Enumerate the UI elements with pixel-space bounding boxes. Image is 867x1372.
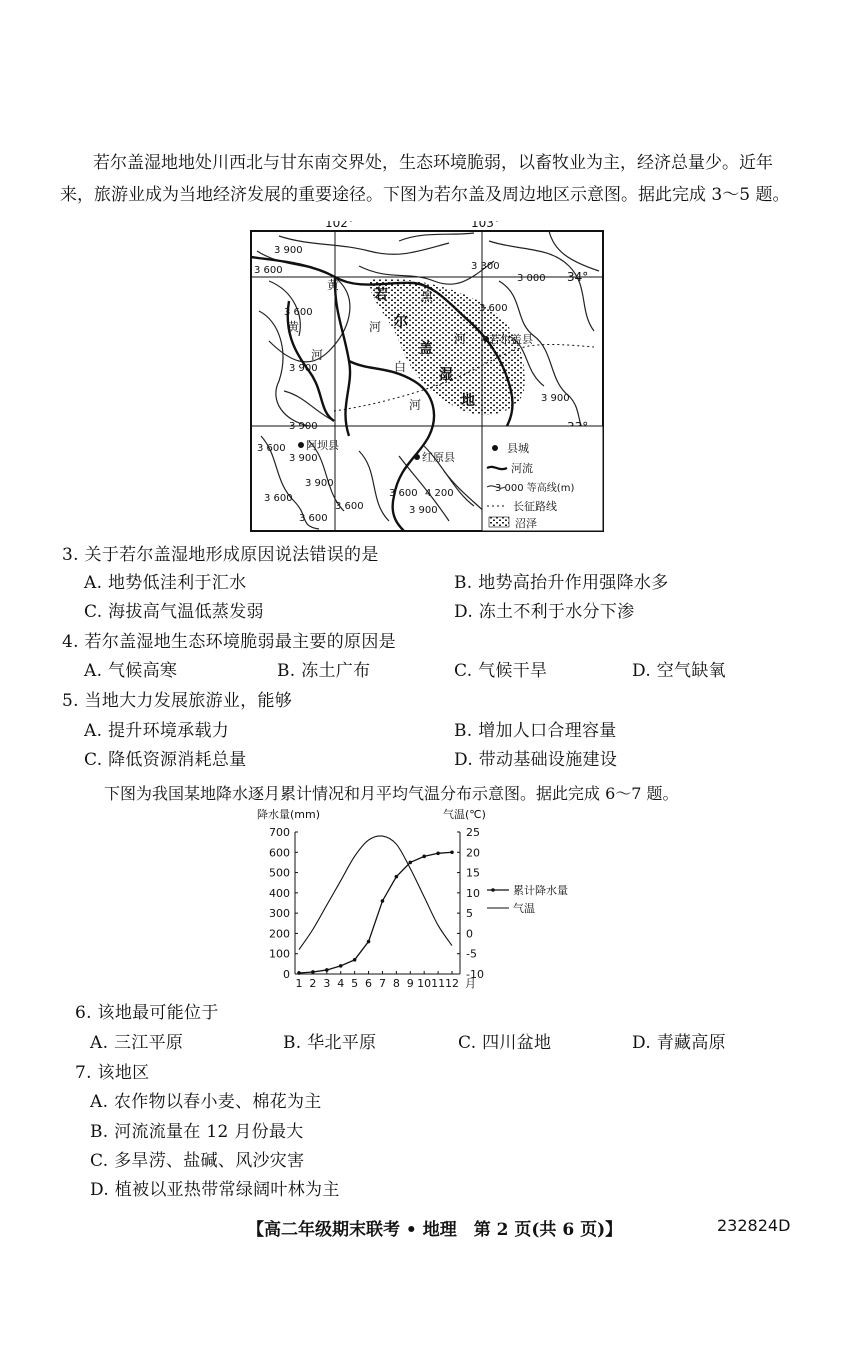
x-tick-label: 5 <box>351 977 359 990</box>
q3-option-b: B. 地势高抬升作用强降水多 <box>454 573 669 593</box>
river-char: 河 <box>311 348 324 362</box>
contour-label: 3 600 <box>254 265 283 276</box>
y-tick-label: 600 <box>269 846 290 860</box>
precipitation-point <box>339 964 343 968</box>
q6-option-d: D. 青藏高原 <box>632 1033 726 1053</box>
legend-precip-marker <box>491 888 495 892</box>
legend-temperature: 气温 <box>513 902 535 915</box>
x-tick-label: 1 <box>295 977 303 990</box>
x-tick-label: 6 <box>365 977 373 990</box>
q5-option-b: B. 增加人口合理容量 <box>454 721 617 741</box>
y-right-tick-label: -10 <box>466 968 484 981</box>
precipitation-point <box>436 852 440 856</box>
q4-option-c: C. 气候干旱 <box>454 661 548 681</box>
legend-precipitation: 累计降水量 <box>513 884 568 897</box>
map-svg <box>249 221 607 533</box>
q7-option-c: C. 多旱涝、盐碱、风沙灾害 <box>90 1151 305 1171</box>
x-tick-label: 12 <box>445 977 459 990</box>
q4-option-d: D. 空气缺氧 <box>632 661 726 681</box>
q5-option-c: C. 降低资源消耗总量 <box>84 750 247 770</box>
contour-label: 3 600 <box>284 307 313 318</box>
river-char: 黄 <box>327 278 340 292</box>
precipitation-point <box>353 958 357 962</box>
aba-dot <box>298 442 304 448</box>
y-right-tick-label: 15 <box>466 866 480 880</box>
q4-stem: 4. 若尔盖湿地生态环境脆弱最主要的原因是 <box>62 632 396 652</box>
y-tick-label: 500 <box>269 866 290 880</box>
precipitation-point <box>422 855 426 859</box>
river-char: 黑 <box>421 290 434 304</box>
aba-label: 阿坝县 <box>306 439 339 452</box>
q6-option-a: A. 三江平原 <box>90 1033 184 1053</box>
contour-label: 3 900 <box>305 478 334 489</box>
y-right-tick-label: 0 <box>466 927 473 941</box>
contour-label: 3 000 <box>517 273 546 284</box>
lon-102-label: 102° <box>325 221 354 230</box>
y-tick-label: 200 <box>269 927 290 941</box>
contour-label: 3 600 <box>389 488 418 499</box>
q3-option-d: D. 冻土不利于水分下渗 <box>454 602 635 622</box>
plain-char: 盖 <box>419 341 433 357</box>
climate-chart <box>255 806 595 992</box>
precipitation-point <box>297 971 301 975</box>
q3-stem: 3. 关于若尔盖湿地形成原因说法错误的是 <box>62 545 379 565</box>
y-tick-label: 700 <box>269 826 290 839</box>
y-tick-label: 100 <box>269 947 290 961</box>
precipitation-point <box>408 861 412 865</box>
q4-option-a: A. 气候高寒 <box>84 661 178 681</box>
q3-option-c: C. 海拔高气温低蒸发弱 <box>84 602 264 622</box>
y-tick-label: 0 <box>283 968 290 981</box>
legend-county: 县城 <box>507 442 529 455</box>
q7-stem: 7. 该地区 <box>75 1063 150 1083</box>
contour-label: 3 900 <box>289 453 318 464</box>
precipitation-point <box>395 875 399 879</box>
y-tick-label: 400 <box>269 886 290 900</box>
q3-option-a: A. 地势低洼利于汇水 <box>84 573 247 593</box>
x-tick-label: 3 <box>323 977 331 990</box>
y-tick-label: 300 <box>269 907 290 921</box>
contour-label: 3 900 <box>274 245 303 256</box>
q6-option-b: B. 华北平原 <box>283 1033 377 1053</box>
intro-line-2: 来，旅游业成为当地经济发展的重要途径。下图为若尔盖及周边地区示意图。据此完成 3～5 题。 <box>60 185 790 205</box>
plain-char: 尔 <box>394 314 408 330</box>
intro-line-1: 若尔盖湿地地处川西北与甘东南交界处，生态环境脆弱，以畜牧业为主，经济总量少。近年 <box>93 153 773 173</box>
footer-code: 232824D <box>717 1216 791 1235</box>
chart-xunit: 月 <box>465 977 476 990</box>
map-legend <box>482 426 603 531</box>
y-right-tick-label: 10 <box>466 886 480 900</box>
plain-char: 湿 <box>439 367 453 383</box>
hongyuan-dot <box>414 454 420 460</box>
ruoergai-label: 若尔盖县 <box>489 333 533 346</box>
x-tick-label: 4 <box>337 977 345 990</box>
series-line-temperature <box>299 836 452 950</box>
q6-stem: 6. 该地最可能位于 <box>75 1003 219 1023</box>
precipitation-point <box>311 970 315 974</box>
q5-stem: 5. 当地大力发展旅游业，能够 <box>62 691 293 711</box>
x-tick-label: 11 <box>431 977 446 990</box>
contour-label: 3 300 <box>471 261 500 272</box>
legend-river: 河流 <box>511 462 533 475</box>
plain-char: 地 <box>461 393 475 409</box>
q4-option-b: B. 冻土广布 <box>277 661 371 681</box>
q7-option-a: A. 农作物以春小麦、棉花为主 <box>90 1092 322 1112</box>
x-tick-label: 2 <box>309 977 317 990</box>
x-tick-label: 8 <box>392 977 400 990</box>
contour-label: 3 600 <box>257 443 286 454</box>
q5-option-d: D. 带动基础设施建设 <box>454 750 618 770</box>
x-tick-label: 10 <box>417 977 432 990</box>
river-char: 白 <box>394 360 407 374</box>
precipitation-point <box>367 940 371 944</box>
precipitation-point <box>325 968 329 972</box>
y-right-tick-label: 20 <box>466 846 480 860</box>
river-char: 河 <box>454 332 467 346</box>
precipitation-point <box>381 899 385 903</box>
lon-103-label: 103° <box>471 221 500 230</box>
legend-contour: 3 000 等高线(m) <box>495 483 575 494</box>
contour-label: 3 600 <box>335 501 364 512</box>
q5-option-a: A. 提升环境承载力 <box>84 721 230 741</box>
river-char: 黄 <box>287 320 300 334</box>
climate-chart-svg <box>255 806 595 992</box>
legend-route: 长征路线 <box>513 500 557 513</box>
x-tick-label: 9 <box>406 977 414 990</box>
contour-label: 3 600 <box>299 513 328 524</box>
y-right-tick-label: -5 <box>466 947 477 961</box>
y-right-tick-label: 25 <box>466 826 480 839</box>
q6-option-c: C. 四川盆地 <box>458 1033 552 1053</box>
q7-option-b: B. 河流流量在 12 月份最大 <box>90 1122 304 1142</box>
footer-title: 【高二年级期末联考 • 地理 第 2 页(共 6 页)】 <box>247 1220 623 1240</box>
contour-label: 4 200 <box>425 488 454 499</box>
contour-label: 3 900 <box>409 505 438 516</box>
contour-label: 3 900 <box>289 421 318 432</box>
contour-label: 3 600 <box>479 303 508 314</box>
q7-option-d: D. 植被以亚热带常绿阔叶林为主 <box>90 1180 340 1200</box>
intro-2: 下图为我国某地降水逐月累计情况和月平均气温分布示意图。据此完成 6～7 题。 <box>104 784 679 803</box>
contour-label: 3 900 <box>541 393 570 404</box>
chart-ylabel-right: 气温(℃) <box>443 808 486 821</box>
chart-ylabel: 降水量(mm) <box>257 808 321 821</box>
x-tick-label: 7 <box>378 977 386 990</box>
legend-swamp: 沼泽 <box>515 517 537 530</box>
y-right-tick-label: 5 <box>466 907 473 921</box>
plain-char: 若 <box>374 287 388 303</box>
ruoergai-map <box>249 221 607 533</box>
precipitation-point <box>450 850 454 854</box>
river-char: 河 <box>409 398 422 412</box>
hongyuan-label: 红原县 <box>422 451 455 464</box>
river-char: 河 <box>369 320 382 334</box>
lat-34-label: 34° <box>567 270 589 284</box>
contour-label: 3 900 <box>289 363 318 374</box>
contour-label: 3 600 <box>264 493 293 504</box>
